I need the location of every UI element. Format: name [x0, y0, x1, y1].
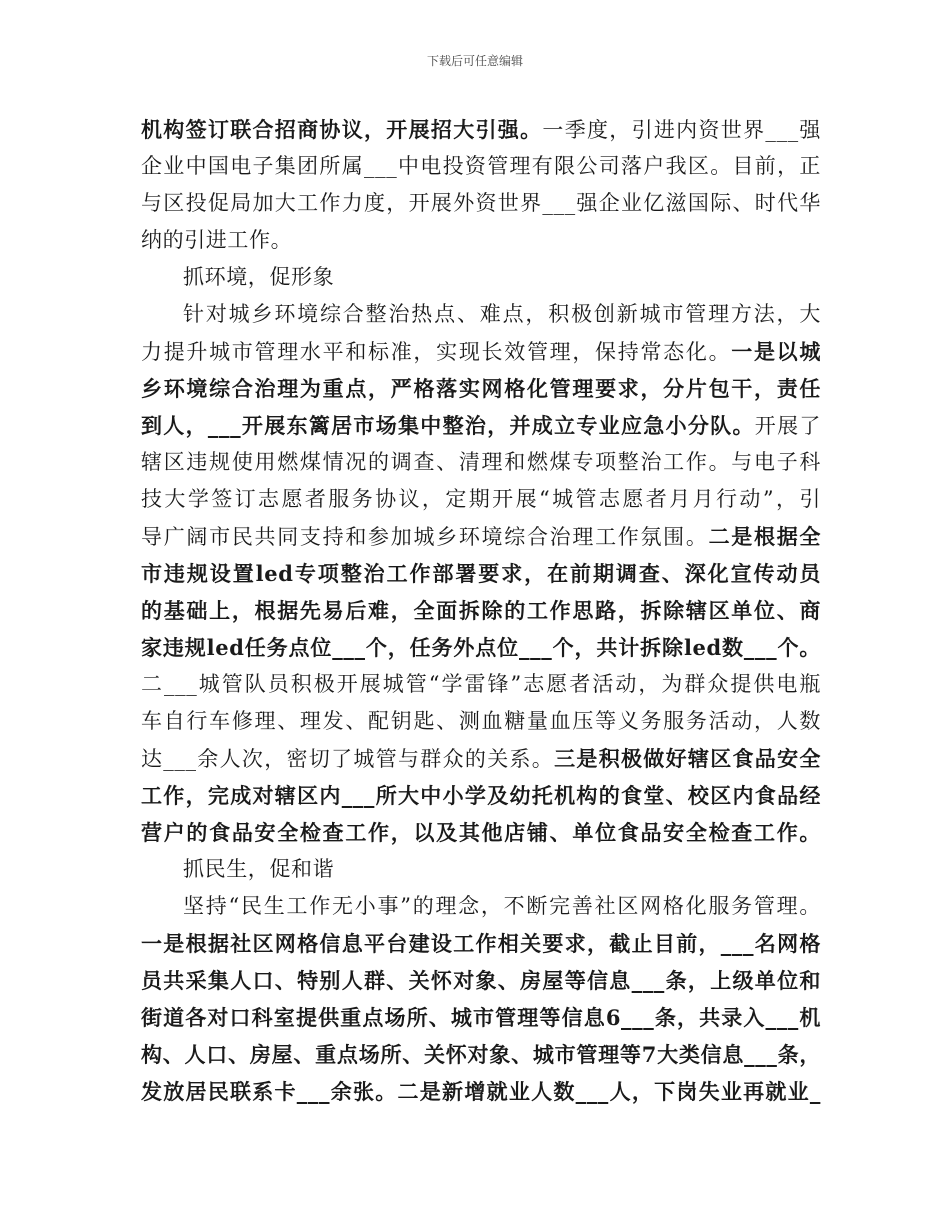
text-line — [141, 851, 821, 888]
text-line — [141, 370, 821, 407]
text-line — [141, 148, 821, 185]
text-line — [141, 888, 821, 925]
text-line — [141, 259, 821, 296]
text-line — [141, 777, 821, 814]
text-line — [141, 222, 821, 259]
bold-text-run: 二是根据全 — [708, 524, 822, 549]
text-line — [141, 481, 821, 518]
text-line — [141, 592, 821, 629]
text-line — [141, 814, 821, 851]
text-line — [141, 333, 821, 370]
text-run: 达___余人次，密切了城管与群众的关系。 — [141, 747, 555, 771]
bold-text-run: 工作，完成对辖区内___所大中小学及幼托机构的食堂、校区内食品经 — [141, 783, 821, 808]
bold-text-run: 员共采集人口、特别人群、关怀对象、房屋等信息___条，上级单位和 — [141, 968, 821, 993]
page-header: 下载后可任意编辑 — [426, 54, 523, 68]
text-run: 针对城乡环境综合整治热点、难点，积极创新城市管理方法，大 — [183, 302, 821, 326]
text-run: 开展了 — [754, 414, 821, 438]
text-run: 导广阔市民共同支持和参加城乡环境综合治理工作氛围。 — [141, 525, 709, 549]
bold-text-run: 一是根据社区网格信息平台建设工作相关要求，截止目前，___名网格 — [141, 931, 821, 956]
text-run: 力提升城市管理水平和标准，实现长效管理，保持常态化。 — [141, 340, 732, 364]
bold-text-run: 街道各对口科室提供重点场所、城市管理等信息6___条，共录入___机 — [141, 1005, 821, 1030]
bold-text-run: 家违规led任务点位___个，任务外点位___个，共计拆除led数___个。 — [141, 635, 821, 660]
bold-text-run: 三是积极做好辖区食品安全 — [554, 746, 822, 771]
bold-text-run: 发放居民联系卡___余张。二是新增就业人数___人，下岗失业再就业_ — [141, 1079, 821, 1104]
text-line — [141, 740, 821, 777]
text-run: 坚持“民生工作无小事”的理念，不断完善社区网格化服务管理。 — [183, 894, 821, 918]
text-line — [141, 666, 821, 703]
text-run: 抓环境，促形象 — [183, 265, 335, 289]
text-line — [141, 629, 821, 666]
bold-text-run: 市违规设置led专项整治工作部署要求，在前期调查、深化宣传动员 — [141, 561, 821, 586]
text-line — [141, 962, 821, 999]
text-run: 车自行车修理、理发、配钥匙、测血糖量血压等义务服务活动，人数 — [141, 709, 821, 733]
text-run: 企业中国电子集团所属___中电投资管理有限公司落户我区。目前，正 — [141, 154, 821, 178]
bold-text-run: 的基础上，根据先易后难，全面拆除的工作思路，拆除辖区单位、商 — [141, 598, 821, 623]
text-line — [141, 703, 821, 740]
text-line — [141, 999, 821, 1036]
text-line — [141, 555, 821, 592]
text-line — [141, 407, 821, 444]
text-run: 二___城管队员积极开展城管“学雷锋”志愿者活动，为群众提供电瓶 — [141, 672, 821, 696]
text-line — [141, 1073, 821, 1110]
text-run: 抓民生，促和谐 — [183, 857, 335, 881]
text-line — [141, 111, 821, 148]
text-line — [141, 925, 821, 962]
text-line — [141, 518, 821, 555]
text-run: 辖区违规使用燃煤情况的调查、清理和燃煤专项整治工作。与电子科 — [141, 450, 821, 474]
text-run: 纳的引进工作。 — [141, 228, 293, 252]
text-run: 与区投促局加大工作力度，开展外资世界___强企业亿滋国际、时代华 — [141, 191, 821, 215]
text-line — [141, 444, 821, 481]
bold-text-run: 一是以城 — [731, 339, 821, 364]
bold-text-run: 到人，___开展东篱居市场集中整治，并成立专业应急小分队。 — [141, 413, 755, 438]
document-body — [141, 111, 821, 1110]
bold-text-run: 构、人口、房屋、重点场所、关怀对象、城市管理等7大类信息___条， — [141, 1042, 821, 1067]
text-line — [141, 296, 821, 333]
bold-text-run: 机构签订联合招商协议，开展招大引强。 — [141, 117, 543, 142]
bold-text-run: 乡环境综合治理为重点，严格落实网格化管理要求，分片包干，责任 — [141, 376, 821, 401]
bold-text-run: 营户的食品安全检查工作，以及其他店铺、单位食品安全检查工作。 — [141, 820, 821, 845]
text-line — [141, 1036, 821, 1073]
text-run: 一季度，引进内资世界___强 — [542, 118, 821, 142]
text-line — [141, 185, 821, 222]
text-run: 技大学签订志愿者服务协议，定期开展“城管志愿者月月行动”，引 — [141, 487, 821, 511]
